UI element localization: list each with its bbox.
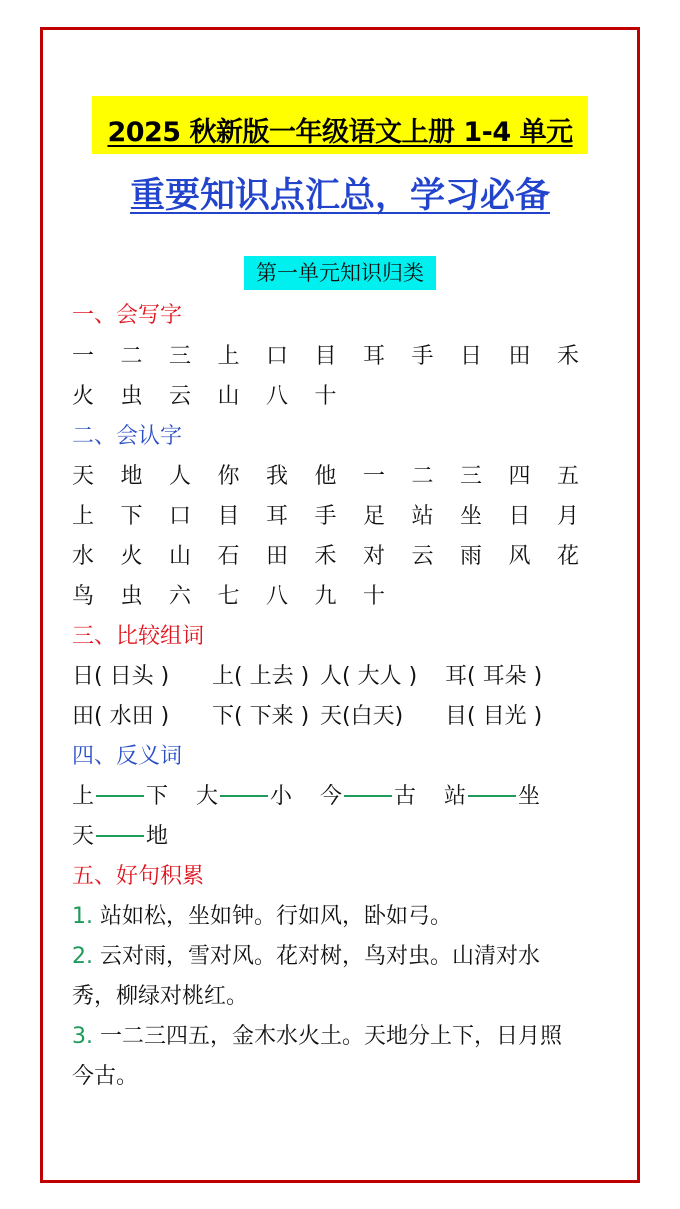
character: 目 xyxy=(314,344,337,369)
antonym-a: 上 xyxy=(72,784,95,809)
character: 手 xyxy=(411,344,434,369)
character: 足 xyxy=(363,504,386,529)
character: 山 xyxy=(217,384,240,409)
character: 二 xyxy=(411,464,434,489)
char-row xyxy=(72,579,412,610)
character: 雨 xyxy=(460,544,483,569)
character: 你 xyxy=(217,464,240,489)
character: 云 xyxy=(411,544,434,569)
char-row xyxy=(72,459,606,490)
dash-line xyxy=(96,795,144,797)
character: 石 xyxy=(217,544,240,569)
character: 上 xyxy=(72,504,95,529)
sentence-item xyxy=(72,939,540,970)
word-group: 日( 日头 ) xyxy=(72,664,170,689)
character: 花 xyxy=(557,544,580,569)
character: 水 xyxy=(72,544,95,569)
character: 一 xyxy=(72,344,95,369)
character: 地 xyxy=(120,464,143,489)
item-number: 3. xyxy=(72,1024,93,1049)
char-row xyxy=(72,539,606,570)
character: 我 xyxy=(266,464,289,489)
character: 三 xyxy=(460,464,483,489)
antonym-b: 坐 xyxy=(518,784,541,809)
antonym-b: 古 xyxy=(394,784,417,809)
section-heading-sentences: 五、好句积累 xyxy=(72,864,205,889)
dash-line xyxy=(220,795,268,797)
character: 手 xyxy=(314,504,337,529)
word-group: 田( 水田 ) xyxy=(72,704,170,729)
character: 火 xyxy=(72,384,95,409)
character: 月 xyxy=(557,504,580,529)
character: 对 xyxy=(363,544,386,569)
word-group: 目( 目光 ) xyxy=(445,704,543,729)
word-group: 下( 下来 ) xyxy=(212,704,310,729)
character: 口 xyxy=(169,504,192,529)
section-heading-write: 一、会写字 xyxy=(72,303,183,328)
character: 四 xyxy=(508,464,531,489)
character: 上 xyxy=(217,344,240,369)
character: 口 xyxy=(266,344,289,369)
character: 目 xyxy=(217,504,240,529)
antonym-b: 地 xyxy=(146,824,169,849)
word-row xyxy=(72,659,542,690)
antonym-b: 下 xyxy=(146,784,169,809)
word-group: 人( 大人 ) xyxy=(320,664,418,689)
character: 火 xyxy=(120,544,143,569)
character: 八 xyxy=(266,584,289,609)
antonym-row xyxy=(72,779,540,810)
sentence-text: 站如松，坐如钟。行如风，卧如弓。 xyxy=(100,904,453,929)
item-number: 2. xyxy=(72,944,93,969)
character: 耳 xyxy=(266,504,289,529)
sentence-text: 云对雨，雪对风。花对树，鸟对虫。山清对水 xyxy=(100,944,541,969)
word-group: 上( 上去 ) xyxy=(212,664,310,689)
character: 虫 xyxy=(120,384,143,409)
character: 三 xyxy=(169,344,192,369)
sentence-continuation: 秀，柳绿对桃红。 xyxy=(72,984,249,1009)
character: 十 xyxy=(363,584,386,609)
character: 坐 xyxy=(460,504,483,529)
character: 风 xyxy=(508,544,531,569)
sentence-item xyxy=(72,899,452,930)
word-group: 天(白天) xyxy=(320,704,404,729)
antonym-row xyxy=(72,819,168,850)
antonym-a: 今 xyxy=(320,784,343,809)
dash-line xyxy=(96,835,144,837)
antonym-a: 大 xyxy=(196,784,219,809)
character: 十 xyxy=(314,384,337,409)
antonym-pair xyxy=(72,819,168,850)
antonym-pair xyxy=(196,779,320,810)
section-heading-compare: 三、比较组词 xyxy=(72,624,205,649)
character: 山 xyxy=(169,544,192,569)
character: 二 xyxy=(120,344,143,369)
character: 鸟 xyxy=(72,584,95,609)
character: 八 xyxy=(266,384,289,409)
antonym-pair xyxy=(320,779,444,810)
section-heading-antonyms: 四、反义词 xyxy=(72,744,183,769)
antonym-b: 小 xyxy=(270,784,293,809)
page-title: 2025 秋新版一年级语文上册 1-4 单元 xyxy=(107,117,573,148)
character: 六 xyxy=(169,584,192,609)
character: 七 xyxy=(217,584,240,609)
char-row xyxy=(72,499,606,530)
character: 虫 xyxy=(120,584,143,609)
word-row xyxy=(72,699,542,730)
word-group: 耳( 耳朵 ) xyxy=(445,664,543,689)
sentence-continuation: 今古。 xyxy=(72,1064,139,1089)
antonym-a: 站 xyxy=(444,784,467,809)
character: 人 xyxy=(169,464,192,489)
character: 日 xyxy=(460,344,483,369)
antonym-a: 天 xyxy=(72,824,95,849)
char-row xyxy=(72,379,363,410)
dash-line xyxy=(344,795,392,797)
character: 天 xyxy=(72,464,95,489)
character: 九 xyxy=(314,584,337,609)
character: 云 xyxy=(169,384,192,409)
character: 五 xyxy=(557,464,580,489)
section-heading-recognize: 二、会认字 xyxy=(72,424,183,449)
character: 下 xyxy=(120,504,143,529)
unit-title: 第一单元知识归类 xyxy=(244,256,436,290)
character: 田 xyxy=(508,344,531,369)
title-highlight xyxy=(92,96,588,154)
antonym-pair xyxy=(444,779,540,810)
character: 他 xyxy=(314,464,337,489)
sentence-item xyxy=(72,1019,562,1050)
char-row xyxy=(72,339,606,370)
character: 一 xyxy=(363,464,386,489)
character: 禾 xyxy=(314,544,337,569)
character: 田 xyxy=(266,544,289,569)
character: 禾 xyxy=(557,344,580,369)
antonym-pair xyxy=(72,779,196,810)
character: 站 xyxy=(411,504,434,529)
item-number: 1. xyxy=(72,904,93,929)
sentence-text: 一二三四五，金木水火土。天地分上下，日月照 xyxy=(100,1024,563,1049)
character: 耳 xyxy=(363,344,386,369)
character: 日 xyxy=(508,504,531,529)
page-subtitle: 重要知识点汇总，学习必备 xyxy=(129,176,550,216)
dash-line xyxy=(468,795,516,797)
